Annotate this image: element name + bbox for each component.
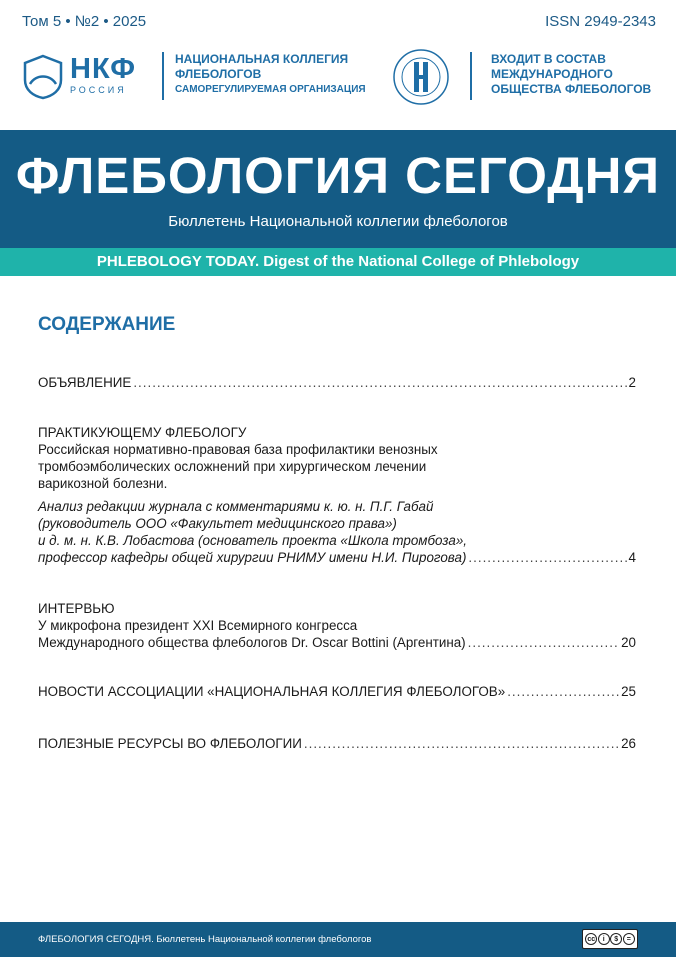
logo-strip <box>22 46 658 106</box>
page-footer <box>0 922 676 957</box>
toc-page: 4 <box>628 550 636 565</box>
issue-info: Том 5 • №2 • 2025 <box>22 13 147 30</box>
leader-dots <box>133 374 626 391</box>
union-line: ОБЩЕСТВА ФЛЕБОЛОГОВ <box>491 82 652 96</box>
footer-text: ФЛЕБОЛОГИЯ СЕГОДНЯ. Бюллетень Национальной коллегии флебологов <box>38 934 372 945</box>
college-line: ФЛЕБОЛОГОВ <box>175 67 262 81</box>
nc-icon: $ <box>610 933 622 945</box>
nkf-shield-icon <box>22 54 64 100</box>
toc-line: Российская нормативно-правовая база профилактики венозных <box>38 442 438 457</box>
leader-dots <box>507 683 619 700</box>
cc-license-badge[interactable] <box>582 929 638 949</box>
toc-heading: СОДЕРЖАНИЕ <box>38 314 176 335</box>
toc-line: варикозной болезни. <box>38 476 168 491</box>
cc-icon: cc <box>585 933 597 945</box>
toc-line: профессор кафедры общей хирургии РНИМУ имени Н.И. Пирогова) <box>38 550 467 565</box>
divider <box>162 52 164 100</box>
toc-line: и д. м. н. К.В. Лобастова (основатель проекта «Школа тромбоза», <box>38 533 467 548</box>
toc-title: ПОЛЕЗНЫЕ РЕСУРСЫ ВО ФЛЕБОЛОГИИ <box>38 736 302 751</box>
english-title: PHLEBOLOGY TODAY. Digest of the National College of Phlebology <box>0 248 676 276</box>
journal-title: ФЛЕБОЛОГИЯ СЕГОДНЯ <box>15 147 661 204</box>
journal-subtitle: Бюллетень Национальной коллегии флебологов <box>168 213 508 230</box>
college-line: НАЦИОНАЛЬНАЯ КОЛЛЕГИЯ <box>175 52 349 66</box>
toc-page: 26 <box>621 736 636 751</box>
toc-entry-announcement[interactable] <box>38 374 636 391</box>
toc-line: Международного общества флебологов Dr. Oscar Bottini (Аргентина) <box>38 635 466 650</box>
by-icon: i <box>598 933 610 945</box>
leader-dots <box>468 634 619 651</box>
toc-page: 2 <box>628 375 636 390</box>
toc-line: У микрофона президент XXI Всемирного конгресса <box>38 618 358 633</box>
nkf-abbr: НКФ <box>70 53 137 85</box>
toc-entry-resources[interactable] <box>38 735 636 752</box>
college-line: САМОРЕГУЛИРУЕМАЯ ОРГАНИЗАЦИЯ <box>175 84 366 95</box>
union-line: МЕЖДУНАРОДНОГО <box>491 67 613 81</box>
divider <box>470 52 472 100</box>
nkf-country: РОССИЯ <box>70 85 127 95</box>
college-name <box>175 52 366 97</box>
toc-title: НОВОСТИ АССОЦИАЦИИ «НАЦИОНАЛЬНАЯ КОЛЛЕГИЯ ФЛЕБОЛОГОВ» <box>38 684 506 699</box>
union-membership <box>491 52 651 97</box>
toc-section: ПРАКТИКУЮЩЕМУ ФЛЕБОЛОГУ <box>38 425 247 440</box>
toc-line: (руководитель ООО «Факультет медицинского права») <box>38 516 397 531</box>
toc-entry-interview[interactable] <box>38 600 636 651</box>
leader-dots <box>304 735 619 752</box>
title-banner <box>0 130 676 248</box>
union-seal-icon <box>392 48 450 106</box>
toc-section: ИНТЕРВЬЮ <box>38 601 115 616</box>
toc-entry-news[interactable] <box>38 683 636 700</box>
toc-page: 25 <box>621 684 636 699</box>
union-line: ВХОДИТ В СОСТАВ <box>491 52 606 66</box>
issn: ISSN 2949-2343 <box>545 13 656 30</box>
toc-line: тромбоэмболических осложнений при хирургическом лечении <box>38 459 427 474</box>
leader-dots <box>468 549 626 566</box>
issue-header <box>22 13 656 33</box>
toc-page: 20 <box>621 635 636 650</box>
toc-entry-practice[interactable] <box>38 424 636 566</box>
nkf-logo <box>70 54 136 95</box>
nd-icon: = <box>623 933 635 945</box>
toc-title: ОБЪЯВЛЕНИЕ <box>38 375 132 390</box>
toc-line: Анализ редакции журнала с комментариями к. ю. н. П.Г. Габай <box>38 499 434 514</box>
